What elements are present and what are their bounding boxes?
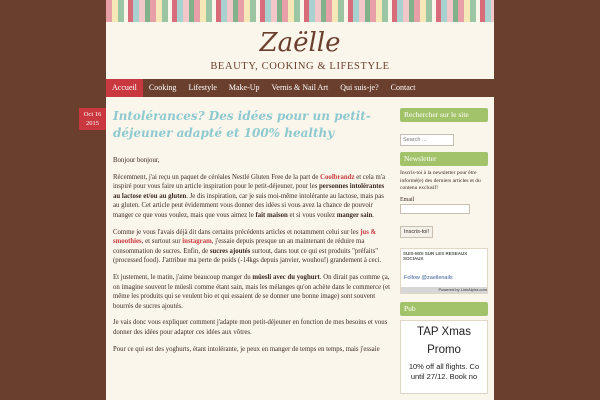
ad-heading-line2: Promo (427, 343, 461, 356)
nav-item-qui-suis-je[interactable]: Qui suis-je? (340, 83, 379, 92)
post-text: . On dirait pas comme ça, on imagine souvent le müesli comme étant sain, mais les mélanges qu'on achète dans le commerce (et même les produits qui se veulent bio et qui essaient de se donner une bonne image) sont souvent bourrés de sucres ajoutés. (113, 273, 390, 310)
ad-banner[interactable] (400, 320, 488, 394)
post-bold-text: fait maison (255, 211, 288, 219)
post-text: Et justement, le matin, j'aime beaucoup manger du (113, 273, 253, 281)
post-bold-text: manger sain (336, 211, 373, 219)
post-paragraph (113, 156, 390, 166)
site-title[interactable]: Zaëlle (259, 28, 341, 58)
post-text: Récemment, j'ai reçu un paquet de céréales Nestlé Gluten Free de la part de (113, 173, 321, 181)
newsletter-text: Inscris-toi à la newsletter pour être informé(e) des derniers articles et du contenu exclusif! (400, 170, 481, 191)
email-field[interactable] (400, 204, 470, 214)
header-stripes (106, 0, 494, 22)
nav-item-cooking[interactable]: Cooking (148, 83, 177, 92)
post-paragraph (113, 273, 390, 311)
post-text: . Je dis inspiration, car je suis moi-même intolérante au lactose, mais pas au gluten. Cet article peut évidemment vous donner des idées si vous avez la chance de pouvoir manger ce que vous voulez, mais que vous aimez le (113, 192, 384, 219)
nav-item-contact[interactable]: Contact (390, 83, 416, 92)
search-input[interactable] (400, 134, 454, 146)
nav-item-vernis[interactable]: Vernis & Nail Art (271, 83, 329, 92)
post-date-badge (79, 108, 106, 130)
ad-heading-line1: TAP Xmas (417, 325, 471, 338)
nav-item-accueil[interactable]: Accueil (106, 79, 143, 97)
post-paragraph (113, 318, 390, 337)
post-text: Pour ce qui est des yoghurts, étant intolérante, je peux en manger de temps en temps, mais j'essaie (113, 345, 380, 353)
post-text: et cela m'a inspiré pour vous faire un article inspiration pour le petit-déjeuner, pour les (113, 173, 385, 191)
smoothies-link[interactable]: jus & smoothies (113, 228, 377, 246)
post-text: , j'essaie depuis presque un an maintenant de réduire ma consommation de sucres. Enfin, de (113, 238, 365, 255)
site-subtitle: BEAUTY, COOKING & LIFESTYLE (210, 61, 390, 72)
follow-link[interactable]: Follow @zaellenails (404, 274, 453, 281)
post-text: surtout, dans tout ce qui est produits "préfaits" (processed food). J'attribue ma perte de poids (-14kgs depuis janvier, wouhou!) grandement à ceci. (113, 247, 382, 265)
main-nav (106, 79, 494, 97)
subscribe-button[interactable]: Inscris-toi! (400, 226, 433, 238)
post-date-day: Oct 16 (83, 111, 102, 118)
post-bold-text: personnes intolérantes au lactose et/ou au gluten (113, 183, 385, 200)
post-date-year: 2015 (86, 120, 99, 127)
ad-text-line2: until 27/12. Book no (410, 371, 478, 381)
post-text: . (372, 211, 374, 219)
ad-text-line1: 10% off all flights. Co (408, 361, 480, 371)
post-text: Bonjour bonjour, (113, 157, 160, 164)
coolbrandz-link[interactable]: Coolbrandz (320, 173, 355, 181)
post-bold-text: müesli avec du yoghurt (252, 273, 320, 281)
email-label: Email (400, 196, 415, 203)
post-title[interactable]: Intolérances? Des idées pour un petit-déjeuner adapté et 100% healthy (113, 109, 371, 140)
post-text: et si vous voulez (287, 211, 337, 219)
post-text: Je vais donc vous expliquer comment j'adapte mon petit-déjeuner en fonction de mes besoins et vous donner des idées pour adapter ces idées aux vôtres. (113, 319, 388, 336)
post-text: Comme je vous l'avais déjà dit dans certains précédents articles et notamment celui sur les (113, 228, 361, 236)
social-widget (400, 248, 488, 294)
newsletter-widget-title: Newsletter (400, 152, 488, 166)
sidebar (400, 108, 488, 394)
instagram-link[interactable]: instagram (182, 238, 212, 246)
powered-by-text: Powered by LinkAlpha.com (401, 287, 487, 293)
post-paragraph (113, 345, 390, 355)
social-widget-title: SUIS-MOI SUR LES RESEAUX SOCIAUX (403, 250, 468, 261)
post-paragraph (113, 228, 390, 266)
pub-widget-title: Pub (400, 302, 488, 316)
nav-item-makeup[interactable]: Make-Up (228, 83, 260, 92)
post-bold-text: sucres ajoutés (209, 247, 251, 255)
search-widget-title: Rechercher sur le site (400, 108, 488, 122)
nav-item-lifestyle[interactable]: Lifestyle (188, 83, 217, 92)
post-text: , et surtout sur (141, 238, 183, 246)
post-paragraph (113, 173, 390, 221)
post-body (113, 156, 390, 361)
